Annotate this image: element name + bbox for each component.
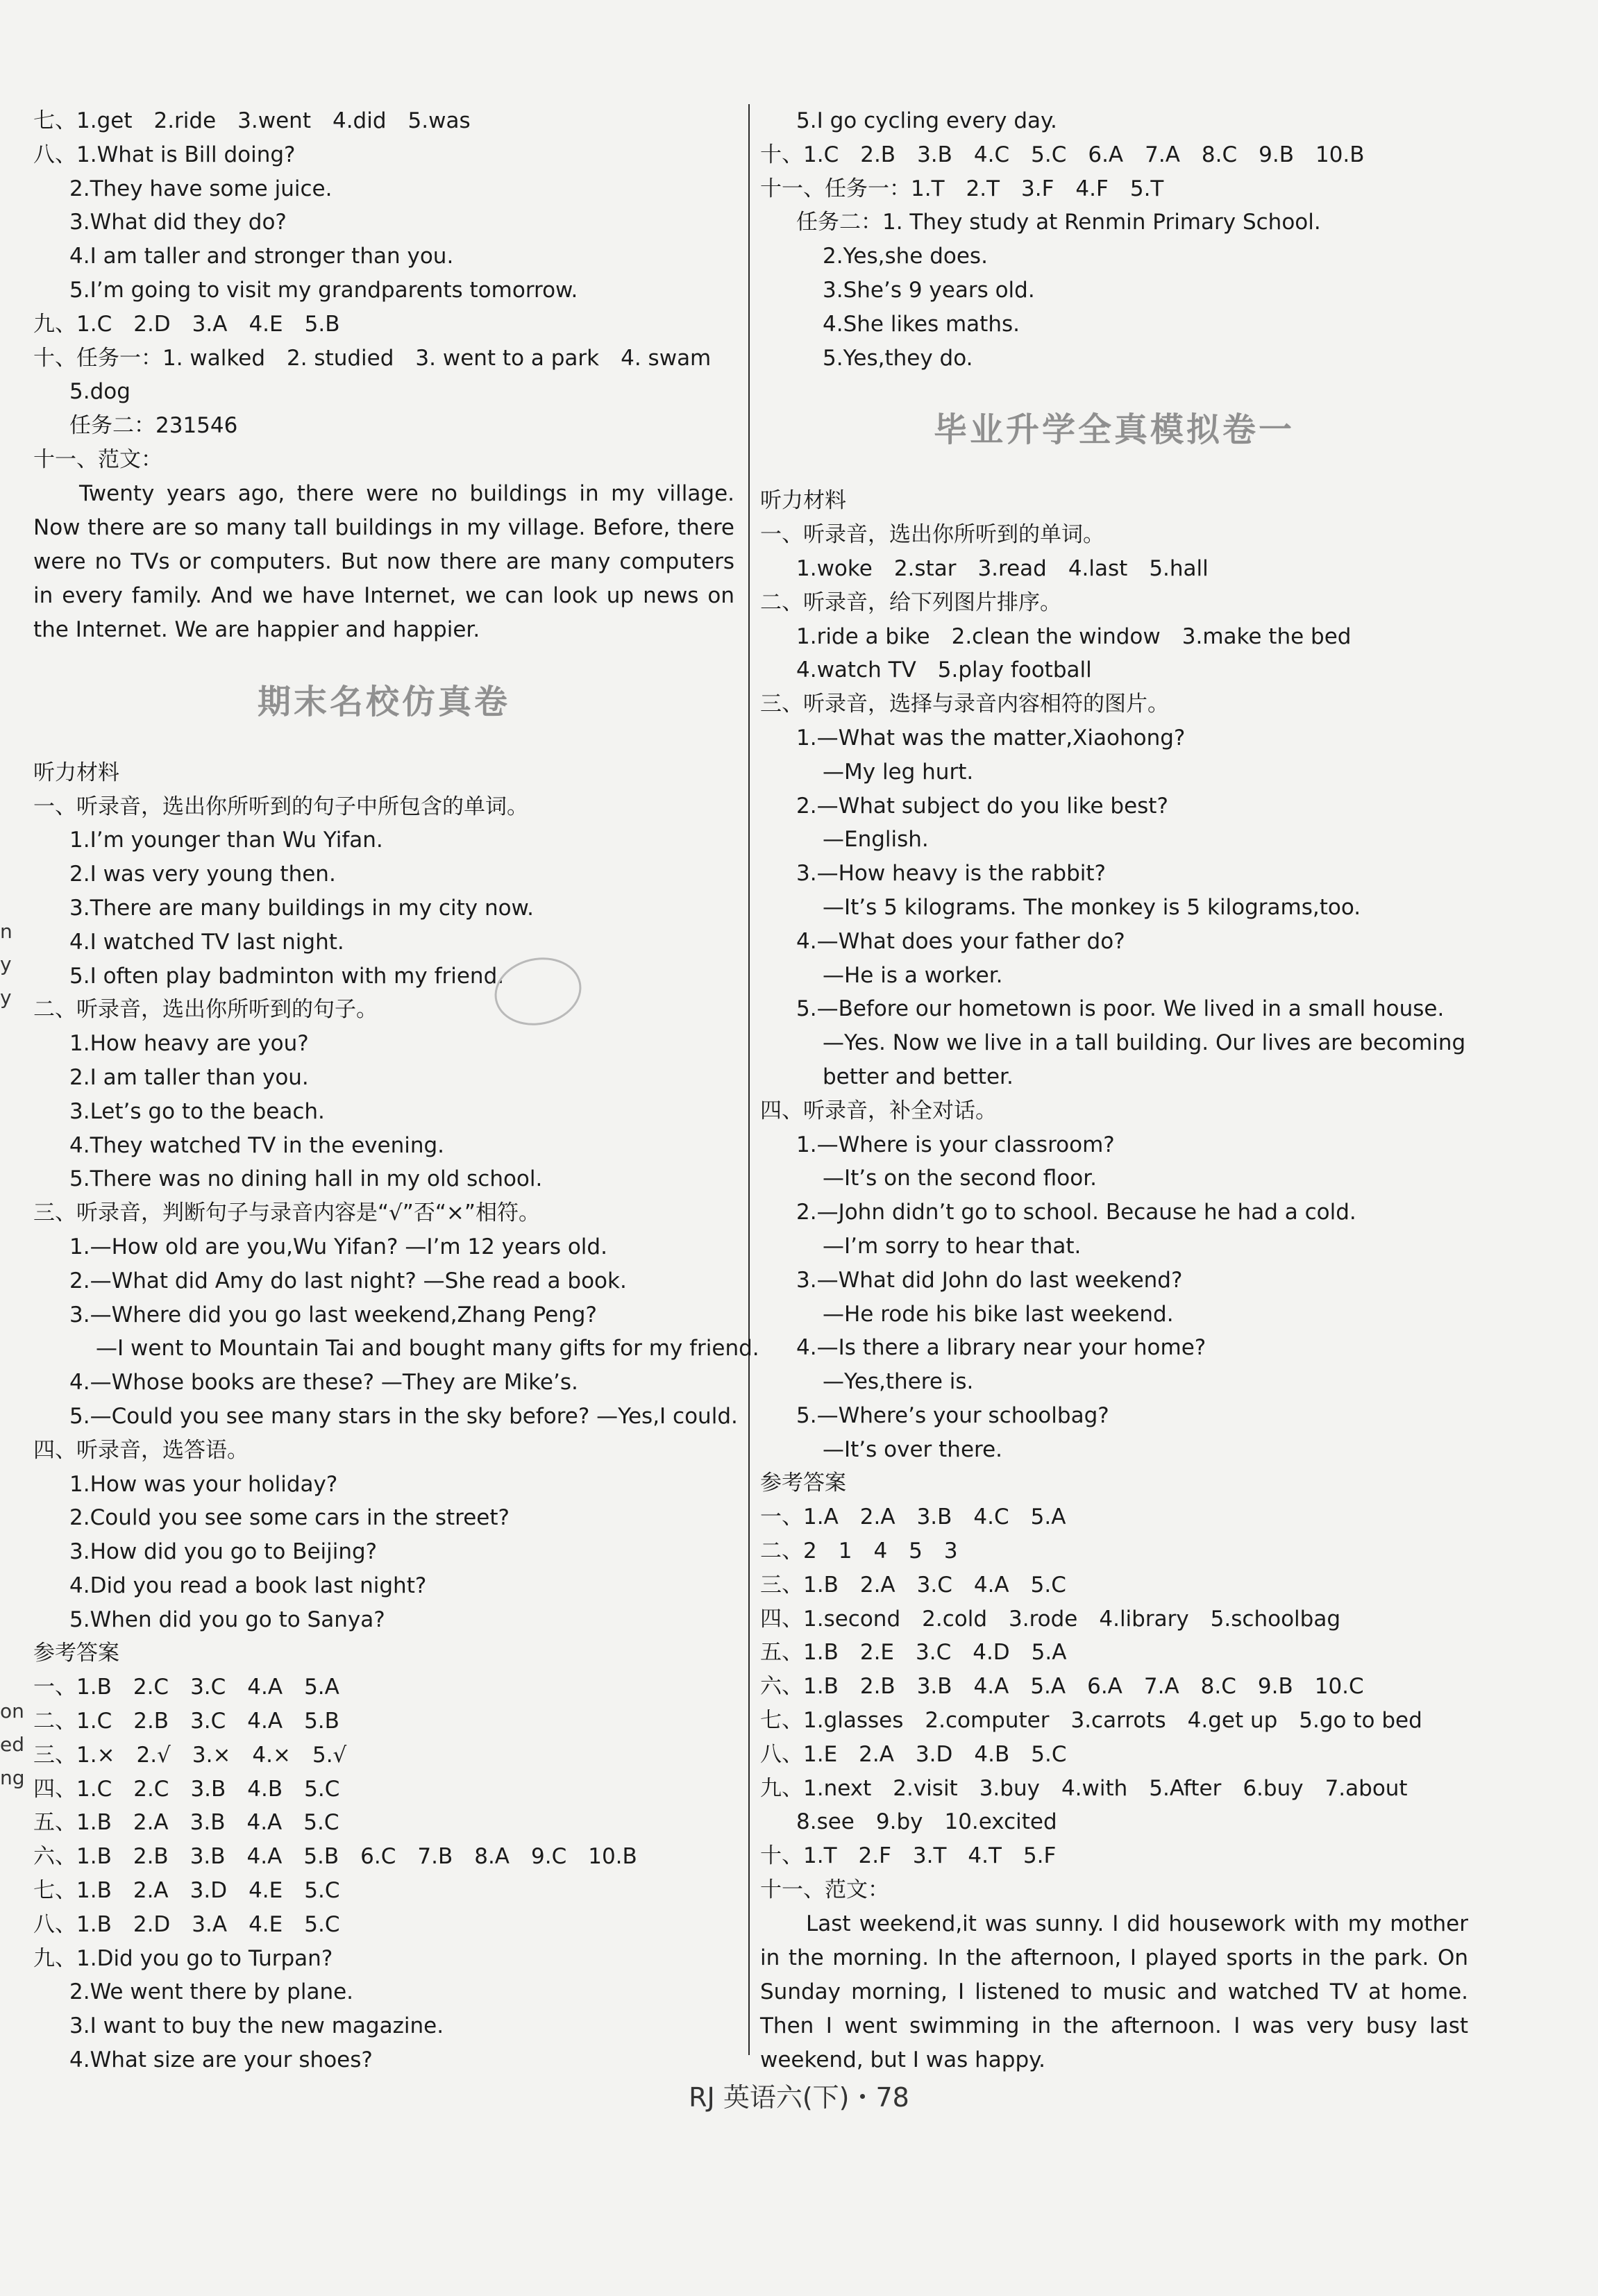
answer-line: 5.I go cycling every day. [796,108,1057,133]
left-column [33,104,759,2077]
answer-line: 十一、任务一：1.T 2.T 3.F 4.F 5.T [760,176,1164,201]
answer-line: 二、1.C 2.B 3.C 4.A 5.B [33,1709,339,1734]
essay-text: Last weekend,it was sunny. I did housework with my mother in the morning. In the afternoon, I played sports in the park. On Sunday morning, I listened to music and watched TV at home. Then I went swimming in the afternoon. I was very busy last weekend, but I was happy. [760,1911,1468,2072]
answer-line: 九、1.C 2.D 3.A 4.E 5.B [33,311,340,337]
answer-line: 九、1.Did you go to Turpan? [33,1945,333,1971]
listening-line: 2.I was very young then. [69,862,336,887]
listening-line: 1.—What was the matter,Xiaohong? [796,725,1186,751]
right-column [760,104,1468,2077]
listening-line: 4.—Whose books are these? —They are Mike’s. [69,1370,578,1396]
listening-line: —I’m sorry to hear that. [823,1233,1082,1259]
edge-fragment: y [0,986,12,1009]
listening-line: 1.How was your holiday? [69,1471,338,1497]
question-heading: 一、听录音，选出你所听到的单词。 [760,522,1104,548]
question-heading: 四、听录音，选答语。 [33,1437,249,1463]
listening-line: 4.—What does your father do? [796,928,1125,954]
listening-line: 2.—What subject do you like best? [796,793,1168,819]
answer-line: 2.They have some juice. [69,176,333,201]
answer-line: 3.What did they do? [69,210,287,235]
answer-line: 三、1.B 2.A 3.C 4.A 5.C [760,1572,1066,1598]
answer-line: 十一、范文： [760,1877,889,1903]
listening-line: 5.—Where’s your schoolbag? [796,1402,1109,1428]
answers-heading: 参考答案 [33,1641,119,1666]
answer-line: 5.dog [69,379,131,405]
listening-line: 1.—Where is your classroom? [796,1132,1115,1157]
listening-line: 2.Could you see some cars in the street? [69,1505,510,1531]
edge-fragment: y [0,953,12,975]
column-divider [748,104,750,2055]
edge-fragment: ed [0,1733,24,1756]
answer-line: 八、1.E 2.A 3.D 4.B 5.C [760,1741,1067,1767]
answer-line: 十一、范文： [33,446,162,472]
listening-line: 2.—John didn’t go to school. Because he had a cold. [796,1200,1356,1225]
answer-line: 五、1.B 2.A 3.B 4.A 5.C [33,1810,339,1836]
listening-line: 5.I often play badminton with my friend. [69,963,505,989]
answer-line: 一、1.A 2.A 3.B 4.C 5.A [760,1505,1066,1530]
listening-line: 5.—Before our hometown is poor. We lived in a small house. [796,996,1445,1022]
question-heading: 二、听录音，给下列图片排序。 [760,589,1061,615]
answer-line: 4.I am taller and stronger than you. [69,244,454,269]
answer-line: 任务二：1. They study at Renmin Primary School. [796,210,1321,235]
question-heading: 三、听录音，判断句子与录音内容是“√”否“×”相符。 [33,1200,540,1226]
section-title: 毕业升学全真模拟卷一 [933,410,1295,450]
listening-line: 5.—Could you see many stars in the sky before? —Yes,I could. [69,1403,738,1429]
listening-line: 3.—Where did you go last weekend,Zhang Peng? [69,1302,597,1327]
listening-line: 1.woke 2.star 3.read 4.last 5.hall [796,555,1209,581]
answer-line: 五、1.B 2.E 3.C 4.D 5.A [760,1640,1067,1666]
answer-line: 3.She’s 9 years old. [823,277,1035,303]
answer-line: 七、1.glasses 2.computer 3.carrots 4.get up 5.go to bed [760,1708,1422,1734]
answer-line: 三、1.× 2.√ 3.× 4.× 5.√ [33,1742,347,1768]
answer-line: 九、1.next 2.visit 3.buy 4.with 5.After 6.buy 7.about [760,1775,1408,1801]
listening-line: 2.I am taller than you. [69,1064,309,1090]
answer-line: 5.Yes,they do. [823,345,973,371]
listening-line: 3.—What did John do last weekend? [796,1267,1183,1293]
listening-line: 1.How heavy are you? [69,1031,309,1057]
question-heading: 四、听录音，补全对话。 [760,1098,997,1123]
question-heading: 一、听录音，选出你所听到的句子中所包含的单词。 [33,794,528,819]
listening-line: 1.—How old are you,Wu Yifan? —I’m 12 years old. [69,1234,607,1259]
listening-line: 5.There was no dining hall in my old school. [69,1166,543,1192]
listening-line: 1.ride a bike 2.clean the window 3.make the bed [796,623,1352,649]
answer-line: 十、1.C 2.B 3.B 4.C 5.C 6.A 7.A 8.C 9.B 10.B [760,142,1365,167]
listening-line: 1.I’m younger than Wu Yifan. [69,828,383,853]
listening-line: —My leg hurt. [823,759,974,785]
listening-line: 4.—Is there a library near your home? [796,1335,1206,1361]
listening-line: 2.—What did Amy do last night? —She read a book. [69,1268,627,1293]
listening-line: —It’s over there. [823,1436,1003,1462]
answer-line: 3.I want to buy the new magazine. [69,2013,444,2039]
listening-heading: 听力材料 [760,488,846,514]
question-heading: 三、听录音，选择与录音内容相符的图片。 [760,692,1169,717]
answer-line: 8.see 9.by 10.excited [796,1809,1057,1835]
answer-line: 5.I’m going to visit my grandparents tomorrow. [69,277,578,303]
answer-line: 七、1.get 2.ride 3.went 4.did 5.was [33,108,471,133]
listening-line: 4.I watched TV last night. [69,929,344,955]
listening-line: 5.When did you go to Sanya? [69,1607,385,1632]
edge-fragment: ng [0,1766,25,1789]
edge-fragment: on [0,1700,24,1723]
answer-line: 四、1.second 2.cold 3.rode 4.library 5.schoolbag [760,1606,1341,1632]
listening-line: 3.—How heavy is the rabbit? [796,861,1106,887]
answer-line: 八、1.What is Bill doing? [33,142,296,167]
listening-line: —It’s on the second floor. [823,1166,1097,1191]
answer-line: 八、1.B 2.D 3.A 4.E 5.C [33,1911,340,1937]
listening-line: 3.There are many buildings in my city now. [69,895,534,921]
answer-line: 2.We went there by plane. [69,1979,354,2005]
listening-line: —He is a worker. [823,962,1003,988]
answer-line: 任务二：231546 [69,413,238,439]
answer-line: 六、1.B 2.B 3.B 4.A 5.B 6.C 7.B 8.A 9.C 10.B [33,1844,637,1870]
listening-heading: 听力材料 [33,760,119,785]
listening-line: 3.How did you go to Beijing? [69,1539,378,1565]
page-footer: RJ 英语六(下)・78 [689,2082,909,2113]
listening-line: 4.They watched TV in the evening. [69,1132,445,1158]
essay-paragraph [760,1907,1468,2077]
listening-line: —Yes. Now we live in a tall building. Our lives are becoming [823,1030,1466,1056]
answer-line: 4.What size are your shoes? [69,2047,373,2073]
answer-line: 4.She likes maths. [823,311,1020,337]
section-title: 期末名校仿真卷 [257,682,510,721]
answer-line: 六、1.B 2.B 3.B 4.A 5.A 6.A 7.A 8.C 9.B 10.C [760,1674,1364,1700]
question-heading: 二、听录音，选出你所听到的句子。 [33,997,378,1023]
listening-line: 4.watch TV 5.play football [796,657,1092,683]
edge-fragment: n [0,920,12,943]
listening-line: better and better. [823,1064,1014,1089]
essay-paragraph [33,477,734,647]
answer-line: 十、任务一：1. walked 2. studied 3. went to a park 4. swam [33,345,712,371]
listening-line: 3.Let’s go to the beach. [69,1098,325,1124]
essay-text: Twenty years ago, there were no buildings in my village. Now there are so many tall buildings in my village. Before, there were no TVs or computers. But now there are many computers in every family. And we have Internet, we can look up news on the Internet. We are happier and happier. [33,480,734,642]
answer-line: 七、1.B 2.A 3.D 4.E 5.C [33,1878,340,1904]
answer-line: 十、1.T 2.F 3.T 4.T 5.F [760,1843,1057,1869]
listening-line: —I went to Mountain Tai and bought many gifts for my friend. [96,1336,759,1361]
answer-line: 一、1.B 2.C 3.C 4.A 5.A [33,1675,339,1700]
listening-line: —He rode his bike last weekend. [823,1301,1174,1327]
answer-line: 二、2 1 4 5 3 [760,1539,958,1564]
answer-line: 2.Yes,she does. [823,244,988,269]
listening-line: 4.Did you read a book last night? [69,1573,427,1598]
listening-line: —English. [823,827,929,853]
listening-line: —It’s 5 kilograms. The monkey is 5 kilograms,too. [823,894,1361,920]
answer-line: 四、1.C 2.C 3.B 4.B 5.C [33,1776,340,1802]
listening-line: —Yes,there is. [823,1369,974,1395]
answers-heading: 参考答案 [760,1470,846,1496]
